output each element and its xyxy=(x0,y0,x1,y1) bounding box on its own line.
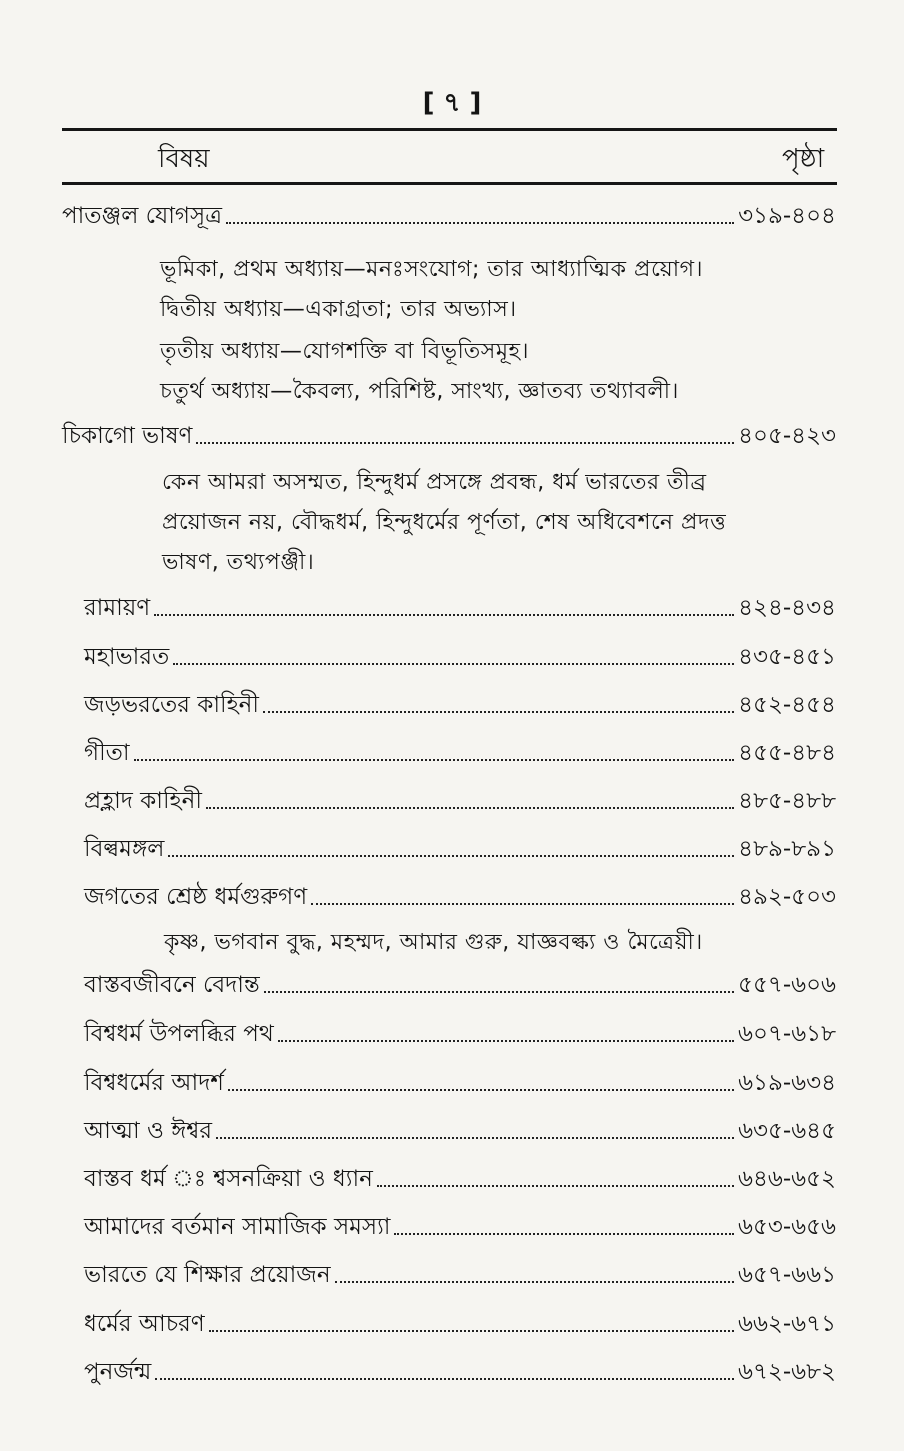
toc-entry-practice-religion[interactable] xyxy=(84,1305,836,1341)
toc-entry-title: বাস্তব ধর্ম ঃ শ্বসনক্রিয়া ও ধ্যান xyxy=(84,1166,373,1192)
toc-entry-pages: ৪৫৫-৪৮৪ xyxy=(738,740,836,766)
toc-entry-title: জগতের শ্রেষ্ঠ ধর্মগুরুগণ xyxy=(84,884,308,910)
toc-entry-reincarnation[interactable] xyxy=(84,1353,836,1389)
toc-entry-prahlad[interactable] xyxy=(84,782,836,818)
toc-entry-title: জড়ভরতের কাহিনী xyxy=(84,692,259,718)
toc-entry-patanjal-yogasutra[interactable] xyxy=(62,197,836,233)
toc-entry-pages: ৬৭২-৬৮২ xyxy=(738,1359,836,1385)
toc-entry-ramayana[interactable] xyxy=(84,589,836,625)
toc-entry-pages: ৪৮৯-৮৯১ xyxy=(738,836,836,862)
toc-subentry: ভূমিকা, প্রথম অধ্যায়—মনঃসংযোগ; তার আধ্যাত্মিক প্রয়োগ। xyxy=(160,257,703,282)
toc-entry-pages: ৬৫৩-৬৫৬ xyxy=(738,1214,836,1240)
toc-entry-bilvamangal[interactable] xyxy=(84,830,836,866)
toc-subentry: চতুর্থ অধ্যায়—কৈবল্য, পরিশিষ্ট, সাংখ্য, জ্ঞাতব্য তথ্যাবলী। xyxy=(160,379,679,404)
toc-entry-education-india[interactable] xyxy=(84,1256,836,1292)
dot-leader xyxy=(134,759,735,761)
toc-subentry: তৃতীয় অধ্যায়—যোগশক্তি বা বিভূতিসমূহ। xyxy=(160,339,529,364)
toc-entry-pages: ৫৫৭-৬০৬ xyxy=(738,972,836,998)
dot-leader xyxy=(335,1281,734,1283)
dot-leader xyxy=(216,1137,734,1139)
toc-entry-title: পাতঞ্জল যোগসূত্র xyxy=(62,203,223,229)
toc-entry-chicago-speech[interactable] xyxy=(62,417,836,453)
toc-entry-pages: ৬১৯-৬৩৪ xyxy=(738,1070,836,1096)
toc-subentry: কৃষ্ণ, ভগবান বুদ্ধ, মহম্মদ, আমার গুরু, যাজ্ঞবল্ক্য ও মৈত্রেয়ী। xyxy=(164,930,703,955)
toc-entry-title: বিশ্বধর্ম উপলব্ধির পথ xyxy=(84,1021,274,1047)
toc-entry-pages: ৬৪৬-৬৫২ xyxy=(738,1166,836,1192)
dot-leader xyxy=(264,991,734,993)
toc-entry-title: বাস্তবজীবনে বেদান্ত xyxy=(84,972,260,998)
toc-entry-pages: ৪৯২-৫০৩ xyxy=(738,884,836,910)
toc-entry-title: আমাদের বর্তমান সামাজিক সমস্যা xyxy=(84,1214,391,1240)
dot-leader xyxy=(377,1185,734,1187)
toc-entry-pages: ৪৩৫-৪৫১ xyxy=(738,644,836,670)
toc-entry-way-to-universal-religion[interactable] xyxy=(84,1015,836,1051)
toc-entry-gita[interactable] xyxy=(84,734,836,770)
toc-entry-title: ভারতে যে শিক্ষার প্রয়োজন xyxy=(84,1262,331,1288)
toc-entry-title: ধর্মের আচরণ xyxy=(84,1311,205,1337)
toc-entry-pages: ৪৫২-৪৫৪ xyxy=(738,692,836,718)
dot-leader xyxy=(228,1089,734,1091)
dot-leader xyxy=(155,1378,734,1380)
toc-entry-title: গীতা xyxy=(84,740,130,766)
toc-entry-practical-religion[interactable] xyxy=(84,1160,836,1196)
dot-leader xyxy=(263,711,734,713)
toc-entry-pages: ৪৮৫-৪৮৮ xyxy=(738,788,836,814)
toc-entry-title: বিল্বমঙ্গল xyxy=(84,836,165,862)
dot-leader xyxy=(209,1330,734,1332)
dot-leader xyxy=(278,1040,734,1042)
page-column-label: পৃষ্ঠা xyxy=(782,144,825,174)
toc-entry-social-problems[interactable] xyxy=(84,1208,836,1244)
dot-leader xyxy=(154,614,734,616)
toc-subentry: ভাষণ, তথ্যপঞ্জী। xyxy=(162,550,315,575)
header-top-rule xyxy=(62,128,837,131)
toc-entry-ideal-universal-religion[interactable] xyxy=(84,1064,836,1100)
toc-entry-jadabharata[interactable] xyxy=(84,686,836,722)
toc-entry-mahabharata[interactable] xyxy=(84,638,836,674)
toc-entry-title: চিকাগো ভাষণ xyxy=(62,423,193,449)
toc-entry-pages: ৪২৪-৪৩৪ xyxy=(738,595,836,621)
dot-leader xyxy=(206,807,734,809)
toc-entry-practical-vedanta[interactable] xyxy=(84,966,836,1002)
toc-entry-title: আত্মা ও ঈশ্বর xyxy=(84,1118,213,1144)
toc-entry-great-teachers[interactable] xyxy=(84,878,836,914)
dot-leader xyxy=(394,1233,734,1235)
toc-subentry: কেন আমরা অসম্মত, হিন্দুধর্ম প্রসঙ্গে প্রবন্ধ, ধর্ম ভারতের তীব্র xyxy=(162,470,707,495)
toc-entry-pages: ৩১৯-৪০৪ xyxy=(738,203,836,229)
dot-leader xyxy=(196,442,734,444)
toc-entry-title: রামায়ণ xyxy=(84,595,151,621)
page-number: [ ৭ ] xyxy=(422,88,482,118)
dot-leader xyxy=(168,855,734,857)
toc-entry-title: মহাভারত xyxy=(84,644,170,670)
dot-leader xyxy=(173,663,734,665)
subject-column-label: বিষয় xyxy=(158,144,210,174)
toc-entry-pages: ৬০৭-৬১৮ xyxy=(738,1021,836,1047)
toc-entry-pages: ৬৫৭-৬৬১ xyxy=(738,1262,836,1288)
dot-leader xyxy=(226,222,734,224)
toc-entry-soul-and-god[interactable] xyxy=(84,1112,836,1148)
toc-entry-title: পুনর্জন্ম xyxy=(84,1359,152,1385)
dot-leader xyxy=(311,903,734,905)
toc-subentry: প্রয়োজন নয়, বৌদ্ধধর্ম, হিন্দুধর্মের পূর্ণতা, শেষ অধিবেশনে প্রদত্ত xyxy=(162,510,727,535)
toc-entry-pages: ৪০৫-৪২৩ xyxy=(738,423,836,449)
toc-entry-title: বিশ্বধর্মের আদর্শ xyxy=(84,1070,224,1096)
toc-entry-title: প্রহ্লাদ কাহিনী xyxy=(84,788,202,814)
toc-subentry: দ্বিতীয় অধ্যায়—একাগ্রতা; তার অভ্যাস। xyxy=(160,297,517,322)
toc-entry-pages: ৬৬২-৬৭১ xyxy=(738,1311,836,1337)
toc-entry-pages: ৬৩৫-৬৪৫ xyxy=(738,1118,836,1144)
header-bottom-rule xyxy=(62,182,837,185)
